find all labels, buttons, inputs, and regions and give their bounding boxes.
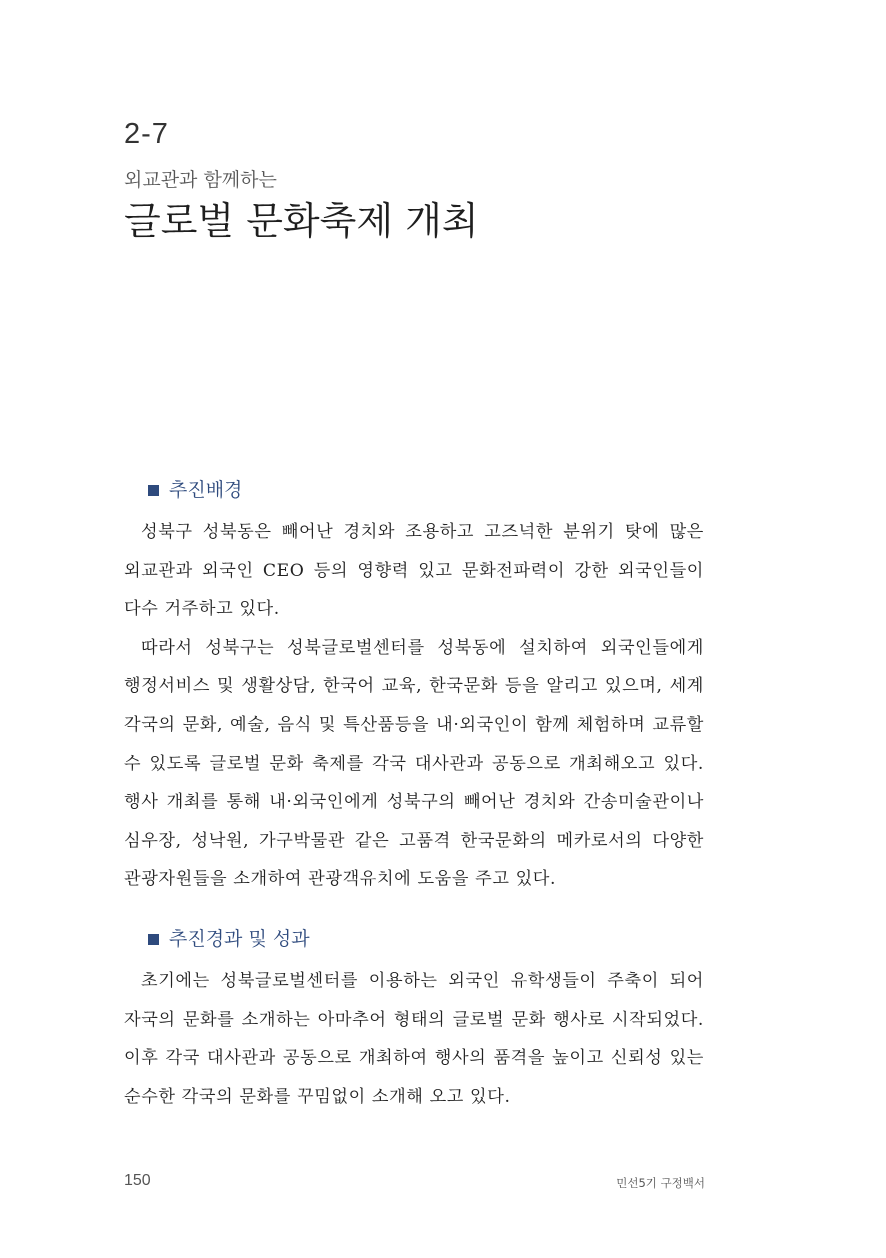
- square-bullet-icon: [148, 485, 159, 496]
- chapter-subtitle: 외교관과 함께하는: [124, 169, 277, 191]
- section-heading-label: 추진경과 및 성과: [169, 928, 310, 950]
- chapter-title: 글로벌 문화축제 개최: [124, 199, 479, 243]
- square-bullet-icon: [148, 934, 159, 945]
- chapter-number: 2-7: [124, 118, 169, 150]
- page-number: 150: [124, 1172, 151, 1189]
- section-heading-label: 추진배경: [169, 479, 243, 501]
- body-paragraph: 성북구 성북동은 빼어난 경치와 조용하고 고즈넉한 분위기 탓에 많은 외교관과 외국인 CEO 등의 영향력 있고 문화전파력이 강한 외국인들이 다수 거주하고 있다.: [124, 522, 704, 620]
- section-background: [124, 475, 704, 899]
- section-progress-results: [124, 924, 704, 1116]
- section-heading: [148, 475, 704, 505]
- body-paragraph: 초기에는 성북글로벌센터를 이용하는 외국인 유학생들이 주축이 되어 자국의 문화를 소개하는 아마추어 형태의 글로벌 문화 행사로 시작되었다. 이후 각국 대사관과 공동으로 개최하여 행사의 품격을 높이고 신뢰성 있는 순수한 각국의 문화를 꾸밈없이 소개해 오고 있다.: [124, 971, 704, 1107]
- body-paragraph: 따라서 성북구는 성북글로벌센터를 성북동에 설치하여 외국인들에게 행정서비스 및 생활상담, 한국어 교육, 한국문화 등을 알리고 있으며, 세계 각국의 문화, 예술, 음식 및 특산품등을 내·외국인이 함께 체험하며 교류할 수 있도록 글로벌 문화 축제를 각국 대사관과 공동으로 개최해오고 있다. 행사 개최를 통해 내·외국인에게 성북구의 빼어난 경치와 간송미술관이나 심우장, 성낙원, 가구박물관 같은 고품격 한국문화의 메카로서의 다양한 관광자원들을 소개하여 관광객유치에 도움을 주고 있다.: [124, 637, 704, 890]
- book-title: 민선5기 구정백서: [616, 1176, 705, 1190]
- section-heading: [148, 924, 704, 954]
